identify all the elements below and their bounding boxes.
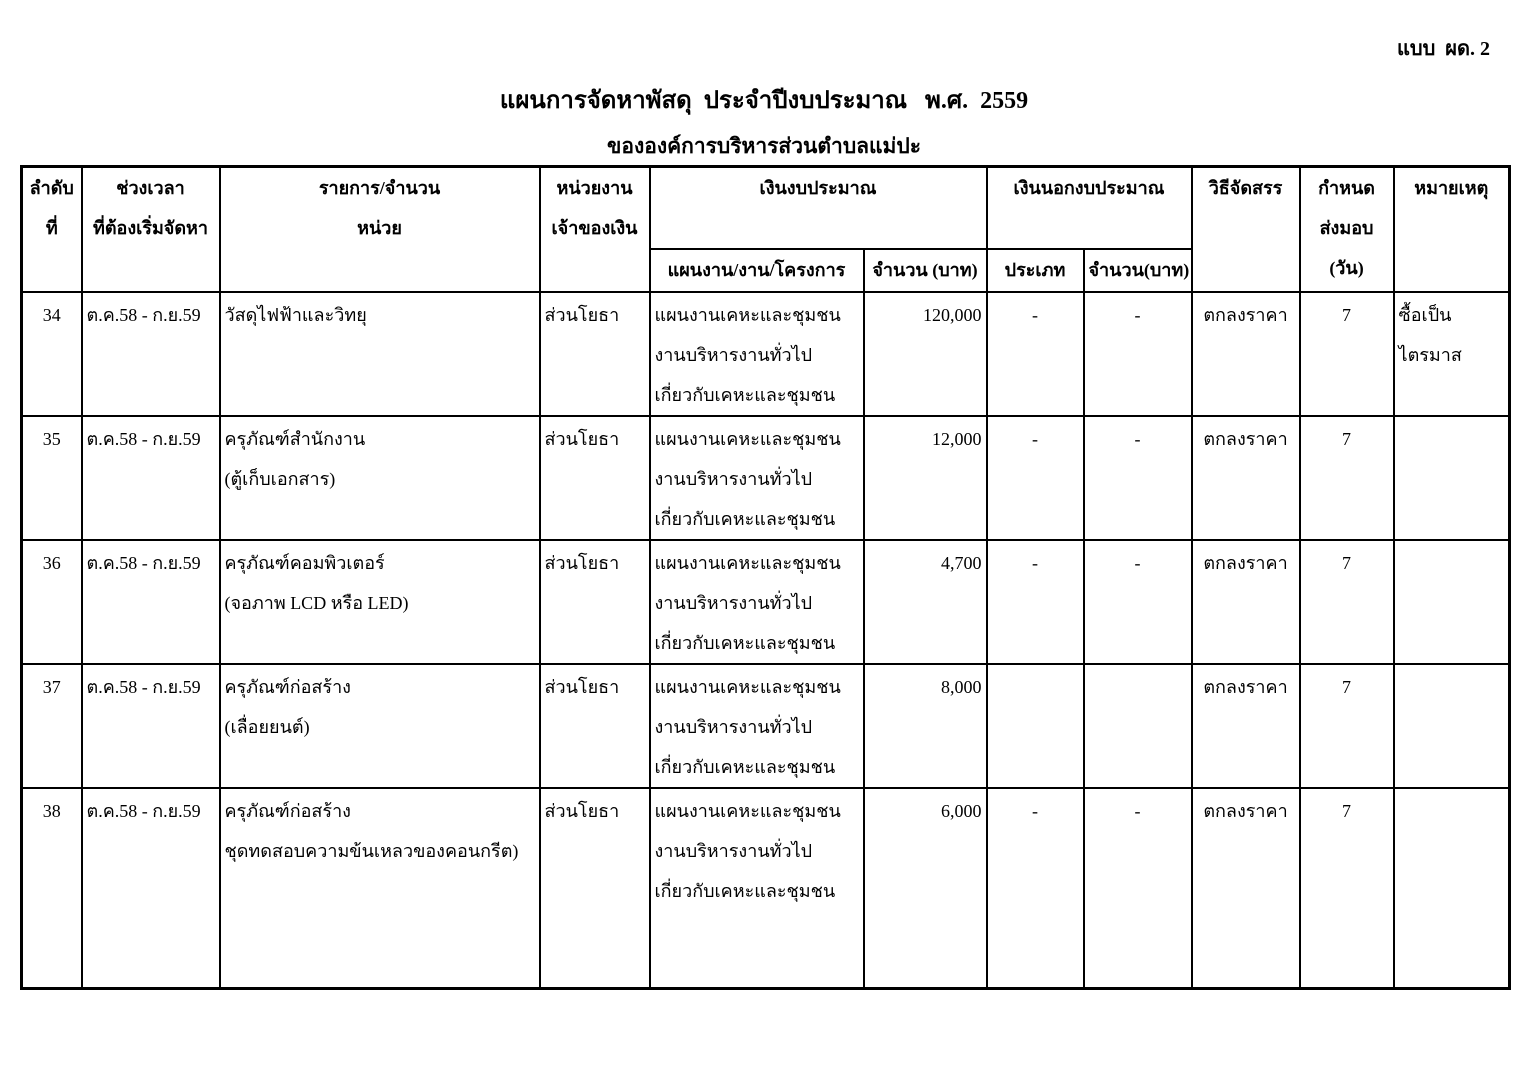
cell-no: 38: [22, 788, 82, 989]
cell-plan: แผนงานเคหะและชุมชน งานบริหารงานทั่วไป เกี่ยวกับเคหะและชุมชน: [650, 540, 864, 664]
header-nonbudget-type: ประเภท: [987, 249, 1084, 292]
header-budget-group: เงินงบประมาณ: [650, 167, 987, 249]
cell-delivery-days: 7: [1300, 540, 1394, 664]
cell-item: ครุภัณฑ์ก่อสร้าง ชุดทดสอบความข้นเหลวของคอนกรีต): [220, 788, 540, 989]
cell-nonbudget-type: [987, 664, 1084, 788]
cell-item: วัสดุไฟฟ้าและวิทยุ: [220, 292, 540, 416]
cell-budget-amount: 4,700: [864, 540, 987, 664]
cell-nonbudget-type: -: [987, 416, 1084, 540]
cell-method: ตกลงราคา: [1192, 788, 1300, 989]
cell-nonbudget-amount: [1084, 664, 1192, 788]
procurement-table: [20, 165, 1511, 990]
cell-nonbudget-type: -: [987, 788, 1084, 989]
cell-nonbudget-amount: -: [1084, 540, 1192, 664]
cell-agency: ส่วนโยธา: [540, 416, 650, 540]
table-row: [22, 292, 1510, 416]
cell-period: ต.ค.58 - ก.ย.59: [82, 292, 220, 416]
cell-budget-amount: 6,000: [864, 788, 987, 989]
cell-delivery-days: 7: [1300, 788, 1394, 989]
cell-item: ครุภัณฑ์ก่อสร้าง (เลื่อยยนต์): [220, 664, 540, 788]
header-item: รายการ/จำนวน หน่วย: [220, 167, 540, 292]
cell-delivery-days: 7: [1300, 416, 1394, 540]
header-row-top: [22, 167, 1510, 249]
cell-remark: ซื้อเป็น ไตรมาส: [1394, 292, 1510, 416]
cell-budget-amount: 120,000: [864, 292, 987, 416]
cell-no: 35: [22, 416, 82, 540]
cell-method: ตกลงราคา: [1192, 664, 1300, 788]
cell-item: ครุภัณฑ์คอมพิวเตอร์ (จอภาพ LCD หรือ LED): [220, 540, 540, 664]
cell-remark: [1394, 416, 1510, 540]
cell-agency: ส่วนโยธา: [540, 292, 650, 416]
cell-remark: [1394, 788, 1510, 989]
cell-period: ต.ค.58 - ก.ย.59: [82, 664, 220, 788]
cell-no: 36: [22, 540, 82, 664]
cell-no: 37: [22, 664, 82, 788]
table-row: [22, 540, 1510, 664]
header-no: ลำดับ ที่: [22, 167, 82, 292]
table-row: [22, 788, 1510, 989]
cell-nonbudget-amount: -: [1084, 292, 1192, 416]
form-code: แบบ ผด. 2: [1397, 38, 1490, 60]
cell-nonbudget-amount: -: [1084, 416, 1192, 540]
cell-plan: แผนงานเคหะและชุมชน งานบริหารงานทั่วไป เกี่ยวกับเคหะและชุมชน: [650, 788, 864, 989]
header-delivery: กำหนด ส่งมอบ (วัน): [1300, 167, 1394, 292]
header-agency: หน่วยงาน เจ้าของเงิน: [540, 167, 650, 292]
header-remark: หมายเหตุ: [1394, 167, 1510, 292]
cell-period: ต.ค.58 - ก.ย.59: [82, 540, 220, 664]
cell-agency: ส่วนโยธา: [540, 540, 650, 664]
page-title: แผนการจัดหาพัสดุ ประจำปีงบประมาณ พ.ศ. 2559: [499, 88, 1029, 114]
cell-delivery-days: 7: [1300, 664, 1394, 788]
cell-nonbudget-type: -: [987, 540, 1084, 664]
cell-nonbudget-amount: -: [1084, 788, 1192, 989]
header-method: วิธีจัดสรร: [1192, 167, 1300, 292]
cell-period: ต.ค.58 - ก.ย.59: [82, 416, 220, 540]
cell-agency: ส่วนโยธา: [540, 664, 650, 788]
cell-remark: [1394, 664, 1510, 788]
cell-method: ตกลงราคา: [1192, 292, 1300, 416]
page-subtitle: ขององค์การบริหารส่วนตำบลแม่ปะ: [606, 134, 922, 158]
cell-agency: ส่วนโยธา: [540, 788, 650, 989]
cell-remark: [1394, 540, 1510, 664]
header-nonbudget-group: เงินนอกงบประมาณ: [987, 167, 1192, 249]
table-row: [22, 416, 1510, 540]
cell-plan: แผนงานเคหะและชุมชน งานบริหารงานทั่วไป เกี่ยวกับเคหะและชุมชน: [650, 416, 864, 540]
header-plan: แผนงาน/งาน/โครงการ: [650, 249, 864, 292]
table-row: [22, 664, 1510, 788]
header-nonbudget-amount: จำนวน(บาท): [1084, 249, 1192, 292]
cell-nonbudget-type: -: [987, 292, 1084, 416]
cell-delivery-days: 7: [1300, 292, 1394, 416]
header-budget-amount: จำนวน (บาท): [864, 249, 987, 292]
cell-period: ต.ค.58 - ก.ย.59: [82, 788, 220, 989]
cell-item: ครุภัณฑ์สำนักงาน (ตู้เก็บเอกสาร): [220, 416, 540, 540]
cell-no: 34: [22, 292, 82, 416]
cell-method: ตกลงราคา: [1192, 416, 1300, 540]
header-period: ช่วงเวลา ที่ต้องเริ่มจัดหา: [82, 167, 220, 292]
cell-plan: แผนงานเคหะและชุมชน งานบริหารงานทั่วไป เกี่ยวกับเคหะและชุมชน: [650, 292, 864, 416]
cell-plan: แผนงานเคหะและชุมชน งานบริหารงานทั่วไป เกี่ยวกับเคหะและชุมชน: [650, 664, 864, 788]
cell-method: ตกลงราคา: [1192, 540, 1300, 664]
cell-budget-amount: 12,000: [864, 416, 987, 540]
cell-budget-amount: 8,000: [864, 664, 987, 788]
